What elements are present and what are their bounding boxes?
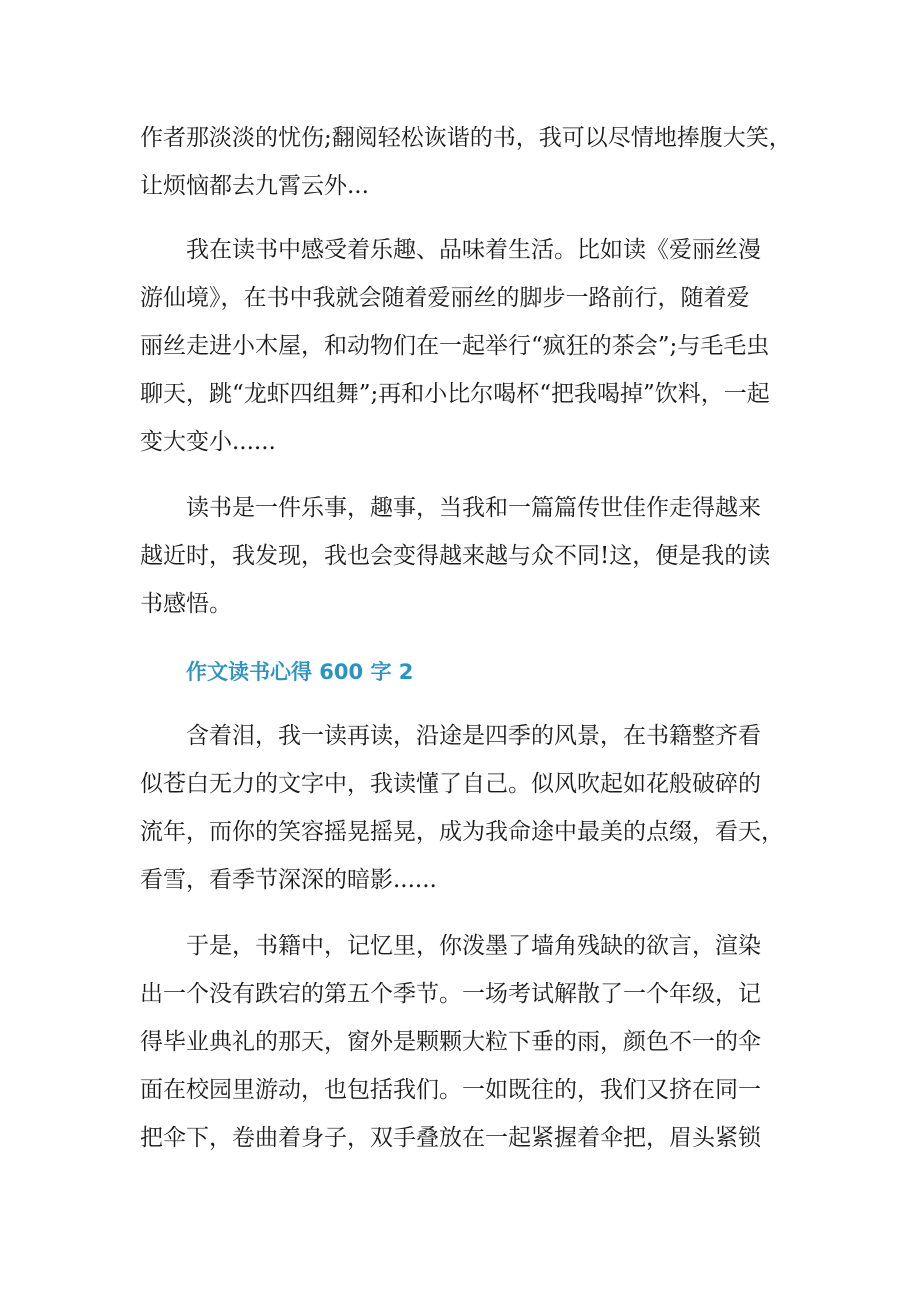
paragraph-line: 看雪，看季节深深的暗影...... [140,867,437,893]
paragraph-line: 似苍白无力的文字中，我读懂了自己。似风吹起如花般破碎的 [140,771,761,797]
paragraph-line: 得毕业典礼的那天，窗外是颗颗大粒下垂的雨，颜色不一的伞 [140,1029,761,1055]
paragraph-line: 聊天，跳“龙虾四组舞”;再和小比尔喝杯“把我喝掉”饮料，一起 [140,381,770,407]
paragraph-line: 把伞下，卷曲着身子，双手叠放在一起紧握着伞把，眉头紧锁 [140,1125,761,1151]
paragraph-line: 流年，而你的笑容摇晃摇晃，成为我命途中最美的点缀，看天， [140,819,784,845]
paragraph-line: 作者那淡淡的忧伤;翻阅轻松诙谐的书，我可以尽情地捧腹大笑， [140,125,792,151]
paragraph-line: 游仙境》，在书中我就会随着爱丽丝的脚步一路前行，随着爱 [140,285,750,311]
paragraph-line: 于是，书籍中，记忆里，你泼墨了墙角残缺的欲言，渲染 [186,933,761,959]
paragraph-line: 变大变小...... [140,429,276,455]
paragraph-line: 越近时，我发现，我也会变得越来越与众不同!这，便是我的读 [140,543,771,569]
paragraph-line: 书感悟。 [140,591,232,617]
paragraph-line: 面在校园里游动，也包括我们。一如既往的，我们又挤在同一 [140,1077,761,1103]
paragraph-line: 丽丝走进小木屋，和动物们在一起举行“疯狂的茶会”;与毛毛虫 [140,333,770,359]
paragraph-line: 我在读书中感受着乐趣、品味着生活。比如读《爱丽丝漫 [186,237,761,263]
paragraph-line: 让烦恼都去九霄云外... [140,173,369,199]
paragraph-line: 出一个没有跌宕的第五个季节。一场考试解散了一个年级，记 [140,981,761,1007]
section-heading: 作文读书心得 600 字 2 [186,660,414,684]
paragraph-line: 读书是一件乐事，趣事，当我和一篇篇传世佳作走得越来 [186,495,761,521]
paragraph-line: 含着泪，我一读再读，沿途是四季的风景，在书籍整齐看 [186,723,761,749]
